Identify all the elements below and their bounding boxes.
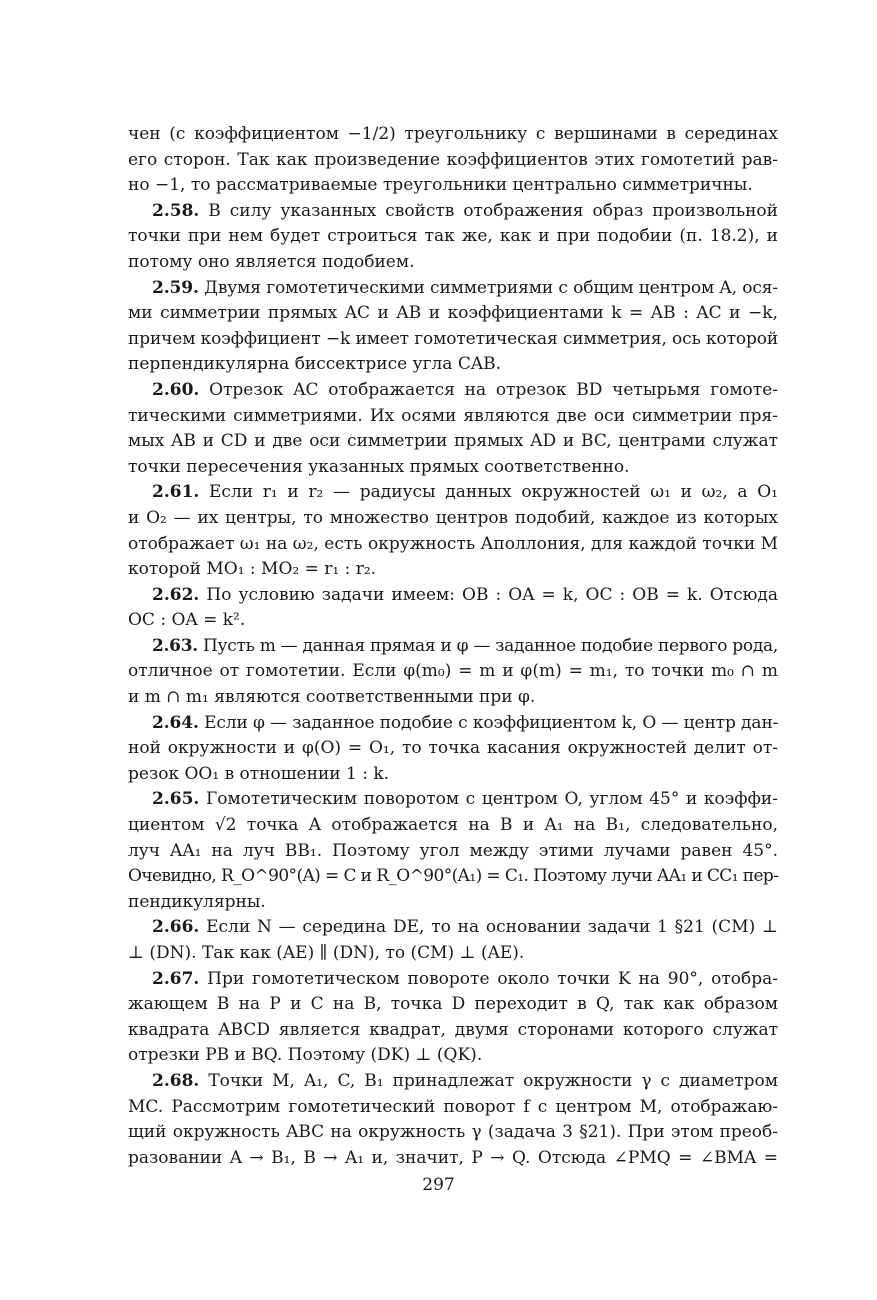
text-line xyxy=(128,1043,778,1069)
line-text: чен (с коэффициентом −1/2) треугольнику с вершинами в серединах xyxy=(128,124,778,144)
line-text: луч AA₁ на луч BB₁. Поэтому угол между этими лучами равен 45°. xyxy=(128,840,778,861)
text-line xyxy=(128,327,778,353)
line-text: резок OO₁ в отношении 1 : k. xyxy=(128,763,390,784)
problem-number: 2.61. xyxy=(152,482,200,503)
text-line xyxy=(128,301,778,327)
line-text: Очевидно, R_O^90°(A) = C и R_O^90°(A₁) = C₁. Поэтому лучи AA₁ и CC₁ пер- xyxy=(128,866,779,887)
line-text: MC. Рассмотрим гомотетический поворот f с центром M, отображаю- xyxy=(128,1096,778,1117)
line-text: Если r₁ и r₂ — радиусы данных окружностей ω₁ и ω₂, а O₁ xyxy=(209,482,778,503)
line-text: тическими симметриями. Их осями являются две оси симметрии пря- xyxy=(128,405,778,426)
line-text: точки при нем будет строиться так же, как и при подобии (п. 18.2), и xyxy=(128,226,778,247)
text-line xyxy=(128,506,778,532)
text-line xyxy=(128,1146,778,1172)
problem-number: 2.62. xyxy=(152,584,200,605)
text-line xyxy=(128,659,778,685)
text-line xyxy=(128,839,778,865)
text-line xyxy=(128,1095,778,1121)
problem-number: 2.63. xyxy=(152,635,198,656)
line-text: его сторон. Так как произведение коэффициентов этих гомотетий рав- xyxy=(128,149,778,170)
text-line xyxy=(128,762,778,788)
solution-start-line xyxy=(128,711,778,737)
line-text: отображает ω₁ на ω₂, есть окружность Аполлония, для каждой точки M xyxy=(128,533,778,554)
page-body xyxy=(128,122,778,1171)
text-line xyxy=(128,685,778,711)
line-text: жающем B на P и C на B, точка D переходит в Q, так как образом xyxy=(128,994,778,1015)
text-line xyxy=(128,736,778,762)
problem-number: 2.68. xyxy=(152,1070,200,1091)
text-line xyxy=(128,429,778,455)
text-line xyxy=(128,1018,778,1044)
line-text: пендикулярны. xyxy=(128,891,266,912)
line-text: квадрата ABCD является квадрат, двумя сторонами которого служат xyxy=(128,1019,778,1040)
text-line xyxy=(128,173,778,199)
line-text: причем коэффициент −k имеет гомотетическая симметрия, ось которой xyxy=(128,328,779,349)
text-line xyxy=(128,404,778,430)
line-text: Точки M, A₁, C, B₁ принадлежат окружности γ с диаметром xyxy=(208,1070,778,1091)
solution-start-line xyxy=(128,276,778,302)
line-text: щий окружность ABC на окружность γ (задача 3 §21). При этом преоб- xyxy=(128,1122,778,1143)
line-text: перпендикулярна биссектрисе угла CAB. xyxy=(128,354,502,375)
problem-number: 2.59. xyxy=(152,277,199,298)
line-text: разовании A → B₁, B → A₁ и, значит, P → Q. Отсюда ∠PMQ = ∠BMA = xyxy=(128,1147,778,1168)
page-number: 297 xyxy=(422,1175,455,1195)
solution-start-line xyxy=(128,480,778,506)
line-text: отличное от гомотетии. Если φ(m₀) = m и φ(m) = m₁, то точки m₀ ∩ m xyxy=(128,661,778,682)
line-text: циентом √2 точка A отображается на B и A₁ на B₁, следовательно, xyxy=(128,815,778,836)
text-line xyxy=(128,813,778,839)
line-text: Отрезок AC отображается на отрезок BD четырьмя гомоте- xyxy=(209,379,779,400)
text-line xyxy=(128,864,778,890)
text-line xyxy=(128,250,778,276)
line-text: ми симметрии прямых AC и AB и коэффициентами k = AB : AC и −k, xyxy=(128,303,778,324)
problem-number: 2.60. xyxy=(152,379,200,400)
text-line xyxy=(128,608,778,634)
text-line xyxy=(128,941,778,967)
line-text: и m ∩ m₁ являются соответственными при φ. xyxy=(128,687,536,708)
line-text: мых AB и CD и две оси симметрии прямых AD и BC, центрами служат xyxy=(128,431,778,452)
text-line xyxy=(128,148,778,174)
text-line xyxy=(128,532,778,558)
text-line xyxy=(128,992,778,1018)
text-line xyxy=(128,122,778,148)
solution-start-line xyxy=(128,1069,778,1095)
solution-start-line xyxy=(128,378,778,404)
line-text: и O₂ — их центры, то множество центров подобий, каждое из которых xyxy=(128,507,778,528)
solution-start-line xyxy=(128,787,778,813)
problem-number: 2.66. xyxy=(152,917,200,938)
line-text: ной окружности и φ(O) = O₁, то точка касания окружностей делит от- xyxy=(128,738,778,759)
line-text: Если φ — заданное подобие с коэффициентом k, O — центр дан- xyxy=(204,712,779,733)
text-line xyxy=(128,352,778,378)
solution-start-line xyxy=(128,634,778,660)
line-text: но −1, то рассматриваемые треугольники центрально симметричны. xyxy=(128,175,753,196)
line-text: По условию задачи имеем: OB : OA = k, OC : OB = k. Отсюда xyxy=(206,584,778,605)
line-text: отрезки PB и BQ. Поэтому (DK) ⊥ (QK). xyxy=(128,1045,483,1066)
text-line xyxy=(128,890,778,916)
line-text: потому оно является подобием. xyxy=(128,251,415,272)
line-text: Пусть m — данная прямая и φ — заданное подобие первого рода, xyxy=(203,635,778,656)
text-line xyxy=(128,557,778,583)
line-text: Двумя гомотетическими симметриями с общим центром A, ося- xyxy=(204,277,778,298)
solution-start-line xyxy=(128,199,778,225)
line-text: OC : OA = k². xyxy=(128,610,246,631)
problem-number: 2.67. xyxy=(152,968,200,989)
solution-start-line xyxy=(128,915,778,941)
solution-start-line xyxy=(128,583,778,609)
problem-number: 2.58. xyxy=(152,200,200,221)
line-text: При гомотетическом повороте около точки K на 90°, отобра- xyxy=(207,968,778,989)
line-text: Если N — середина DE, то на основании задачи 1 §21 (CM) ⊥ xyxy=(206,917,778,938)
line-text: которой MO₁ : MO₂ = r₁ : r₂. xyxy=(128,559,377,580)
line-text: В силу указанных свойств отображения образ произвольной xyxy=(208,200,778,221)
problem-number: 2.64. xyxy=(152,712,199,733)
line-text: точки пересечения указанных прямых соответственно. xyxy=(128,456,630,477)
problem-number: 2.65. xyxy=(152,789,200,810)
text-line xyxy=(128,1120,778,1146)
line-text: Гомотетическим поворотом с центром O, углом 45° и коэффи- xyxy=(205,789,778,810)
text-line xyxy=(128,224,778,250)
line-text: ⊥ (DN). Так как (AE) ∥ (DN), то (CM) ⊥ (AE). xyxy=(128,943,525,963)
solution-start-line xyxy=(128,967,778,993)
text-line xyxy=(128,455,778,481)
